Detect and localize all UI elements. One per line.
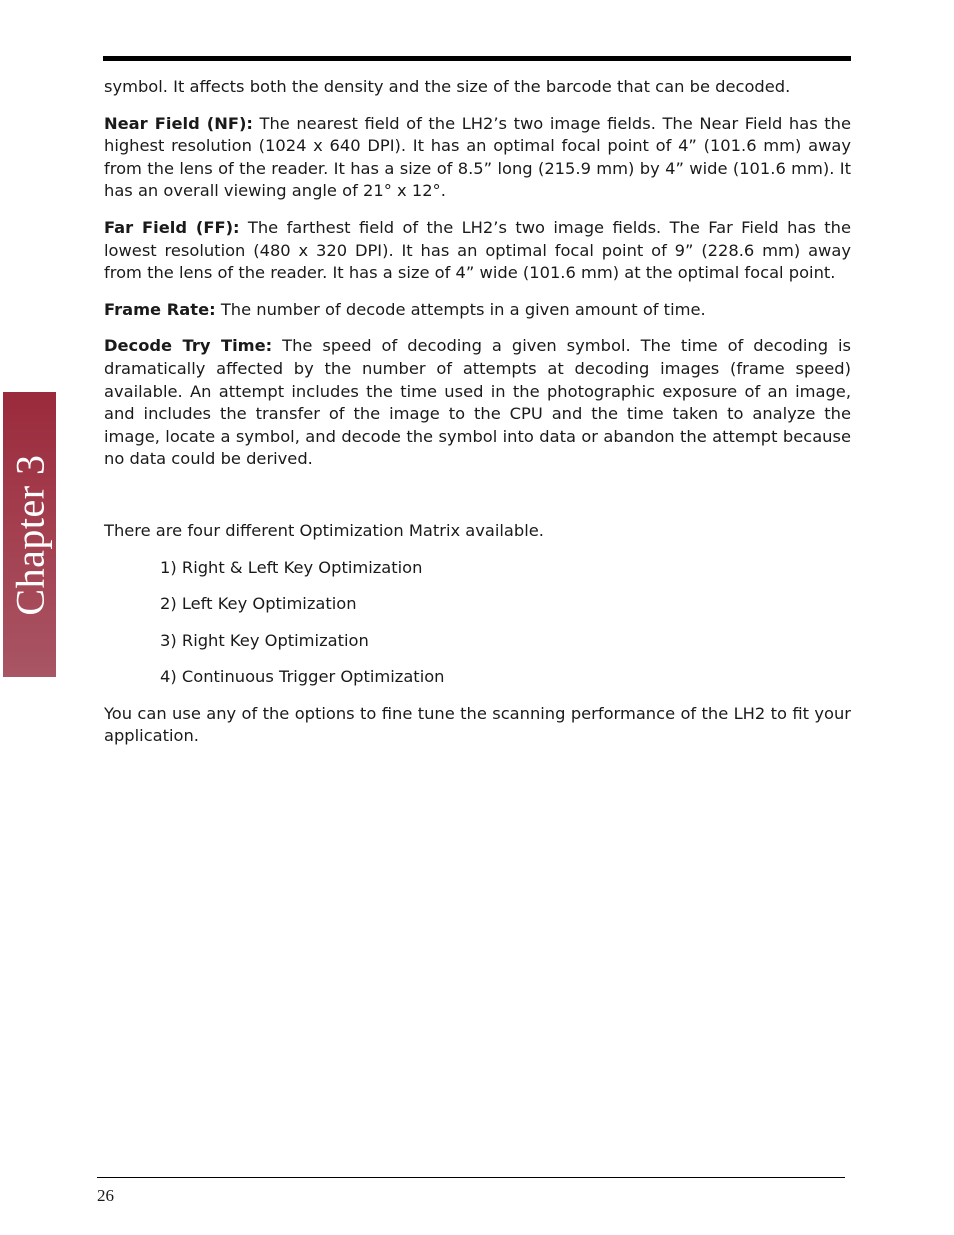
list-item: 1) Right & Left Key Optimization	[160, 557, 423, 577]
frame-rate-definition	[104, 299, 851, 322]
list-item: 4) Continuous Trigger Optimization	[160, 667, 445, 687]
far-field-term: Far Field (FF):	[104, 217, 240, 237]
decode-try-time-term: Decode Try Time:	[104, 336, 273, 356]
footer-rule	[97, 1177, 845, 1178]
page-content	[104, 76, 851, 762]
near-field-text: The nearest field of the LH2’s two image fields. The Near Field has the highest resolution (1024 x 640 DPI). It has an optimal focal point of 4” (101.6 mm) away from the lens of the reader. It has a size of 8.5” long (215.9 mm) by 4” wide (101.6 mm). It has an overall viewing angle of 21° x 12°.	[104, 113, 851, 201]
chapter-tab	[3, 392, 56, 677]
frame-rate-text: The number of decode attempts in a given amount of time.	[215, 299, 706, 319]
near-field-term: Near Field (NF):	[104, 113, 253, 133]
far-field-definition	[104, 217, 851, 285]
list-item: 3) Right Key Optimization	[160, 630, 369, 650]
decode-try-time-definition	[104, 335, 851, 471]
closing-paragraph: You can use any of the options to fine tune the scanning performance of the LH2 to fit your application.	[104, 703, 851, 746]
optimization-intro: There are four different Optimization Matrix available.	[104, 520, 544, 540]
continuation-paragraph: symbol. It affects both the density and the size of the barcode that can be decoded.	[104, 77, 791, 96]
frame-rate-term: Frame Rate:	[104, 299, 216, 319]
header-rule	[103, 56, 851, 61]
list-item: 2) Left Key Optimization	[160, 594, 357, 614]
chapter-tab-label: Chapter 3	[7, 453, 52, 616]
near-field-definition	[104, 113, 851, 203]
page-number: 26	[97, 1186, 114, 1205]
far-field-text: The farthest field of the LH2’s two image fields. The Far Field has the lowest resolution (480 x 320 DPI). It has an optimal focal point of 9” (228.6 mm) away from the lens of the reader. It has a size of 4” wide (101.6 mm) at the optimal focal point.	[104, 217, 852, 283]
decode-try-time-text: The speed of decoding a given symbol. The time of decoding is dramatically affected by the number of attempts at decoding images (frame speed) available. An attempt includes the time used in the photographic exposure of an image, and includes the transfer of the image to the CPU and the time taken to analyze the image, locate a symbol, and decode the symbol into data or abandon the attempt because no data could be derived.	[104, 336, 851, 469]
